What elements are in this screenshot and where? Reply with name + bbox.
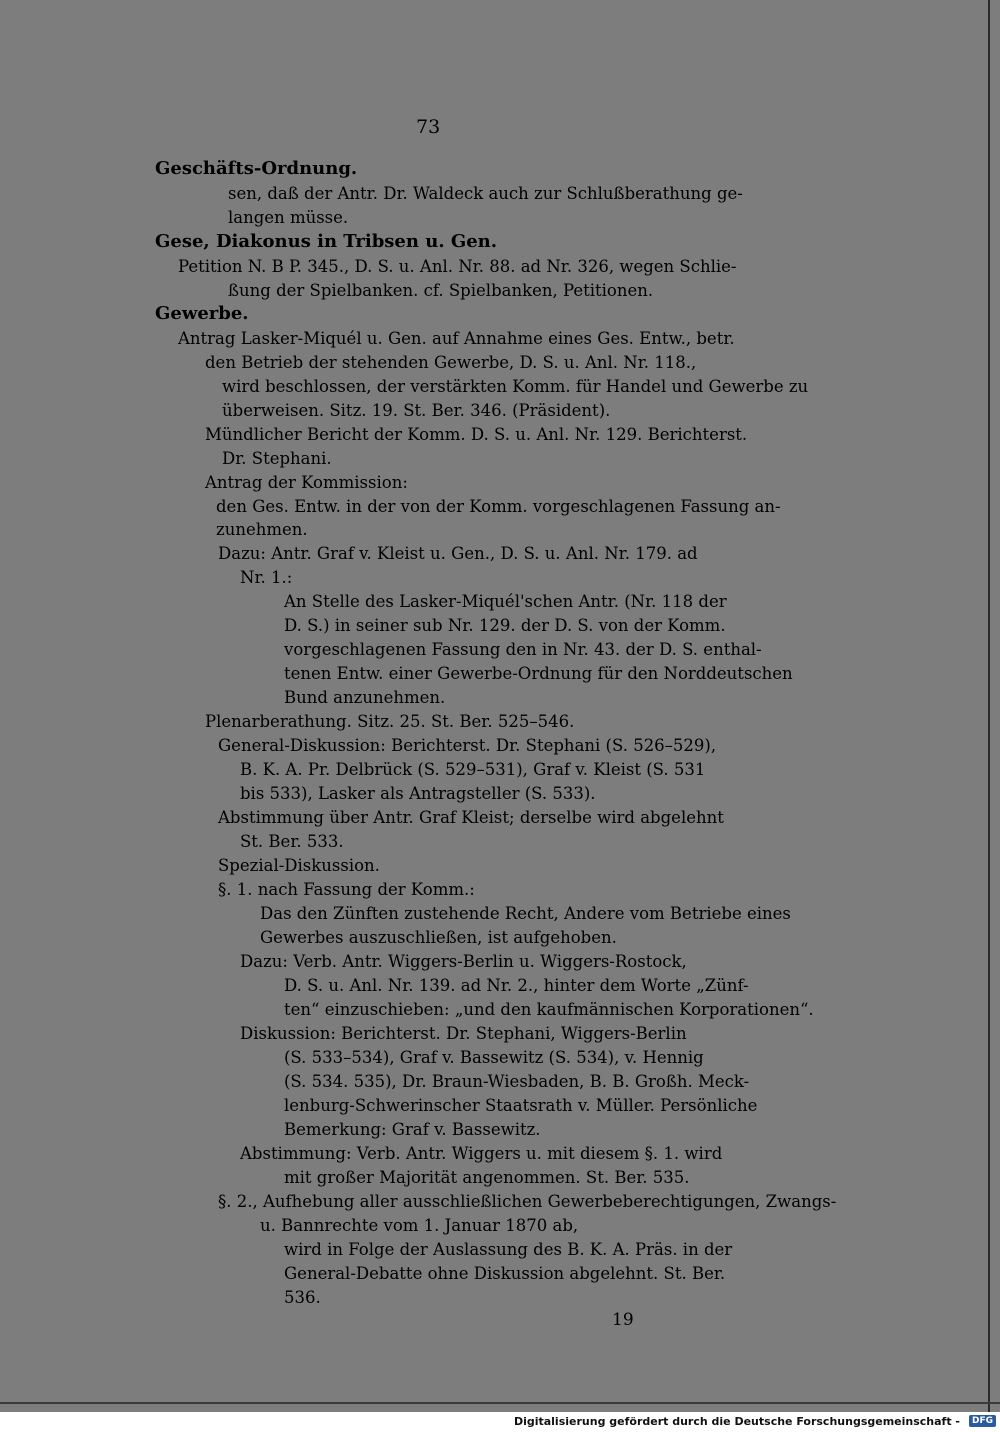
text-line: u. Bannrechte vom 1. Januar 1870 ab,	[260, 1216, 579, 1235]
text-line: Mündlicher Bericht der Komm. D. S. u. Anl. Nr. 129. Berichterst.	[205, 425, 748, 444]
text-line: vorgeschlagenen Fassung den in Nr. 43. der D. S. enthal-	[284, 640, 762, 659]
text-line: D. S.) in seiner sub Nr. 129. der D. S. von der Komm.	[284, 616, 726, 635]
text-line: den Ges. Entw. in der von der Komm. vorgeschlagenen Fassung an-	[216, 497, 781, 516]
page-edge-bottom	[0, 1402, 1000, 1404]
footer-bar	[0, 1412, 1000, 1432]
heading-gewerbe: Gewerbe.	[155, 303, 249, 324]
text-line: ten“ einzuschieben: „und den kaufmännischen Korporationen“.	[284, 1000, 814, 1019]
text-line: Nr. 1.:	[240, 568, 293, 587]
text-line: Petition N. B P. 345., D. S. u. Anl. Nr. 88. ad Nr. 326, wegen Schlie-	[178, 257, 737, 276]
text-line: General-Debatte ohne Diskussion abgelehnt. St. Ber.	[284, 1264, 726, 1283]
text-line: langen müsse.	[228, 208, 349, 227]
text-line: Bemerkung: Graf v. Bassewitz.	[284, 1120, 541, 1139]
page-number: 73	[416, 116, 441, 138]
text-line: §. 1. nach Fassung der Komm.:	[218, 880, 475, 899]
signature-mark: 19	[612, 1310, 634, 1330]
text-line: Abstimmung über Antr. Graf Kleist; derselbe wird abgelehnt	[218, 808, 724, 827]
text-line: den Betrieb der stehenden Gewerbe, D. S. u. Anl. Nr. 118.,	[205, 353, 697, 372]
text-line: sen, daß der Antr. Dr. Waldeck auch zur Schlußberathung ge-	[228, 184, 743, 203]
text-line: Spezial-Diskussion.	[218, 856, 380, 875]
text-line: (S. 534. 535), Dr. Braun-Wiesbaden, B. B. Großh. Meck-	[284, 1072, 750, 1091]
text-line: Dazu: Verb. Antr. Wiggers-Berlin u. Wiggers-Rostock,	[240, 952, 687, 971]
text-line: Antrag der Kommission:	[205, 473, 408, 492]
text-line: wird beschlossen, der verstärkten Komm. für Handel und Gewerbe zu	[222, 377, 809, 396]
text-line: General-Diskussion: Berichterst. Dr. Stephani (S. 526–529),	[218, 736, 717, 755]
text-line: D. S. u. Anl. Nr. 139. ad Nr. 2., hinter dem Worte „Zünf-	[284, 976, 749, 995]
text-line: überweisen. Sitz. 19. St. Ber. 346. (Präsident).	[222, 401, 611, 420]
heading-geschaefts-ordnung: Geschäfts-Ordnung.	[155, 158, 358, 179]
text-line: Gewerbes auszuschließen, ist aufgehoben.	[260, 928, 617, 947]
text-line: Dr. Stephani.	[222, 449, 332, 468]
text-line: ßung der Spielbanken. cf. Spielbanken, Petitionen.	[228, 281, 654, 300]
dfg-logo: DFG	[969, 1415, 996, 1427]
text-line: wird in Folge der Auslassung des B. K. A. Präs. in der	[284, 1240, 733, 1259]
text-line: 536.	[284, 1288, 321, 1307]
text-line: Das den Zünften zustehende Recht, Andere vom Betriebe eines	[260, 904, 791, 923]
text-line: (S. 533–534), Graf v. Bassewitz (S. 534), v. Hennig	[284, 1048, 704, 1067]
text-line: bis 533), Lasker als Antragsteller (S. 533).	[240, 784, 596, 803]
text-line: An Stelle des Lasker-Miquél'schen Antr. (Nr. 118 der	[284, 592, 727, 611]
text-line: Antrag Lasker-Miquél u. Gen. auf Annahme eines Ges. Entw., betr.	[178, 329, 735, 348]
text-line: lenburg-Schwerinscher Staatsrath v. Müller. Persönliche	[284, 1096, 758, 1115]
text-line: Bund anzunehmen.	[284, 688, 446, 707]
text-line: St. Ber. 533.	[240, 832, 344, 851]
text-line: §. 2., Aufhebung aller ausschließlichen Gewerbeberechtigungen, Zwangs-	[218, 1192, 837, 1211]
text-line: mit großer Majorität angenommen. St. Ber. 535.	[284, 1168, 690, 1187]
text-line: Abstimmung: Verb. Antr. Wiggers u. mit diesem §. 1. wird	[240, 1144, 723, 1163]
text-line: B. K. A. Pr. Delbrück (S. 529–531), Graf v. Kleist (S. 531	[240, 760, 706, 779]
text-line: zunehmen.	[216, 520, 308, 539]
text-line: Diskussion: Berichterst. Dr. Stephani, Wiggers-Berlin	[240, 1024, 687, 1043]
text-line: Dazu: Antr. Graf v. Kleist u. Gen., D. S. u. Anl. Nr. 179. ad	[218, 544, 698, 563]
heading-gese: Gese, Diakonus in Tribsen u. Gen.	[155, 231, 498, 252]
text-line: tenen Entw. einer Gewerbe-Ordnung für den Norddeutschen	[284, 664, 793, 683]
footer-text: Digitalisierung gefördert durch die Deutsche Forschungsgemeinschaft -	[513, 1415, 960, 1428]
page-edge-right	[988, 0, 990, 1412]
text-line: Plenarberathung. Sitz. 25. St. Ber. 525–546.	[205, 712, 575, 731]
